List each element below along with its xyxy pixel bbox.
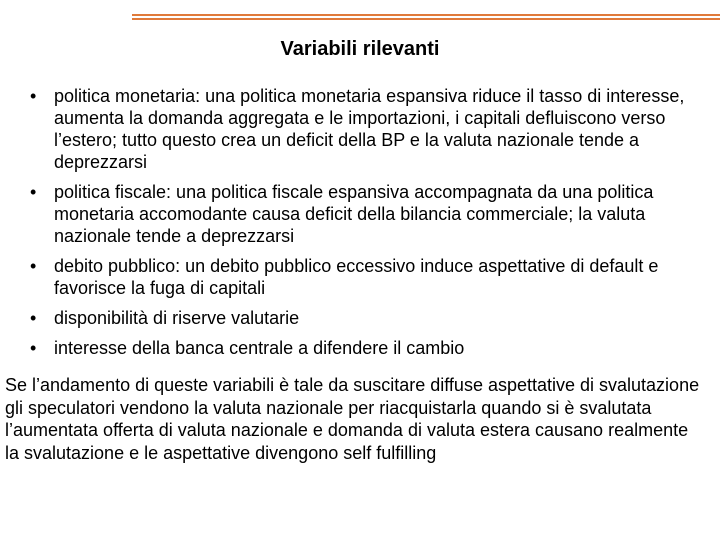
bullet-item <box>24 337 704 359</box>
closing-paragraph: l’aumentata offerta di valuta nazionale e domanda di valuta estera causano realmente la svalutazione e le aspettative divengono self fulfilling <box>5 420 689 463</box>
bullet-item <box>24 181 704 247</box>
bullet-icon: • <box>30 256 37 276</box>
bullet-icon: • <box>30 338 37 358</box>
bullet-item <box>24 307 704 329</box>
bullet-list <box>24 85 704 367</box>
bullet-text: interesse della banca centrale a difendere il cambio <box>54 338 465 358</box>
bullet-text: debito pubblico: un debito pubblico eccessivo induce aspettative di default e favorisce la fuga di capitali <box>54 256 659 298</box>
bullet-icon: • <box>30 182 37 202</box>
top-rule-gap <box>0 14 132 21</box>
closing-text <box>5 374 705 464</box>
closing-paragraph: Se l’andamento di queste variabili è tale da suscitare diffuse aspettative di svalutazione gli speculatori vendono la valuta nazionale per riacquistarla quando si è svalutata <box>5 375 700 418</box>
bullet-text: disponibilità di riserve valutarie <box>54 308 300 328</box>
slide-title: Variabili rilevanti <box>280 38 440 60</box>
bullet-text: politica monetaria: una politica monetaria espansiva riduce il tasso di interesse, aumenta la domanda aggregata e le importazioni, i capitali defluiscono verso l’estero; tutto questo crea un deficit della BP e la valuta nazionale tende a deprezzarsi <box>54 86 685 172</box>
bullet-item <box>24 255 704 299</box>
bullet-icon: • <box>30 308 37 328</box>
top-decorative-rule <box>0 14 720 22</box>
bullet-text: politica fiscale: una politica fiscale espansiva accompagnata da una politica monetaria accomodante causa deficit della bilancia commerciale; la valuta nazionale tende a deprezzarsi <box>54 182 654 246</box>
bullet-icon: • <box>30 86 37 106</box>
bullet-item <box>24 85 704 173</box>
